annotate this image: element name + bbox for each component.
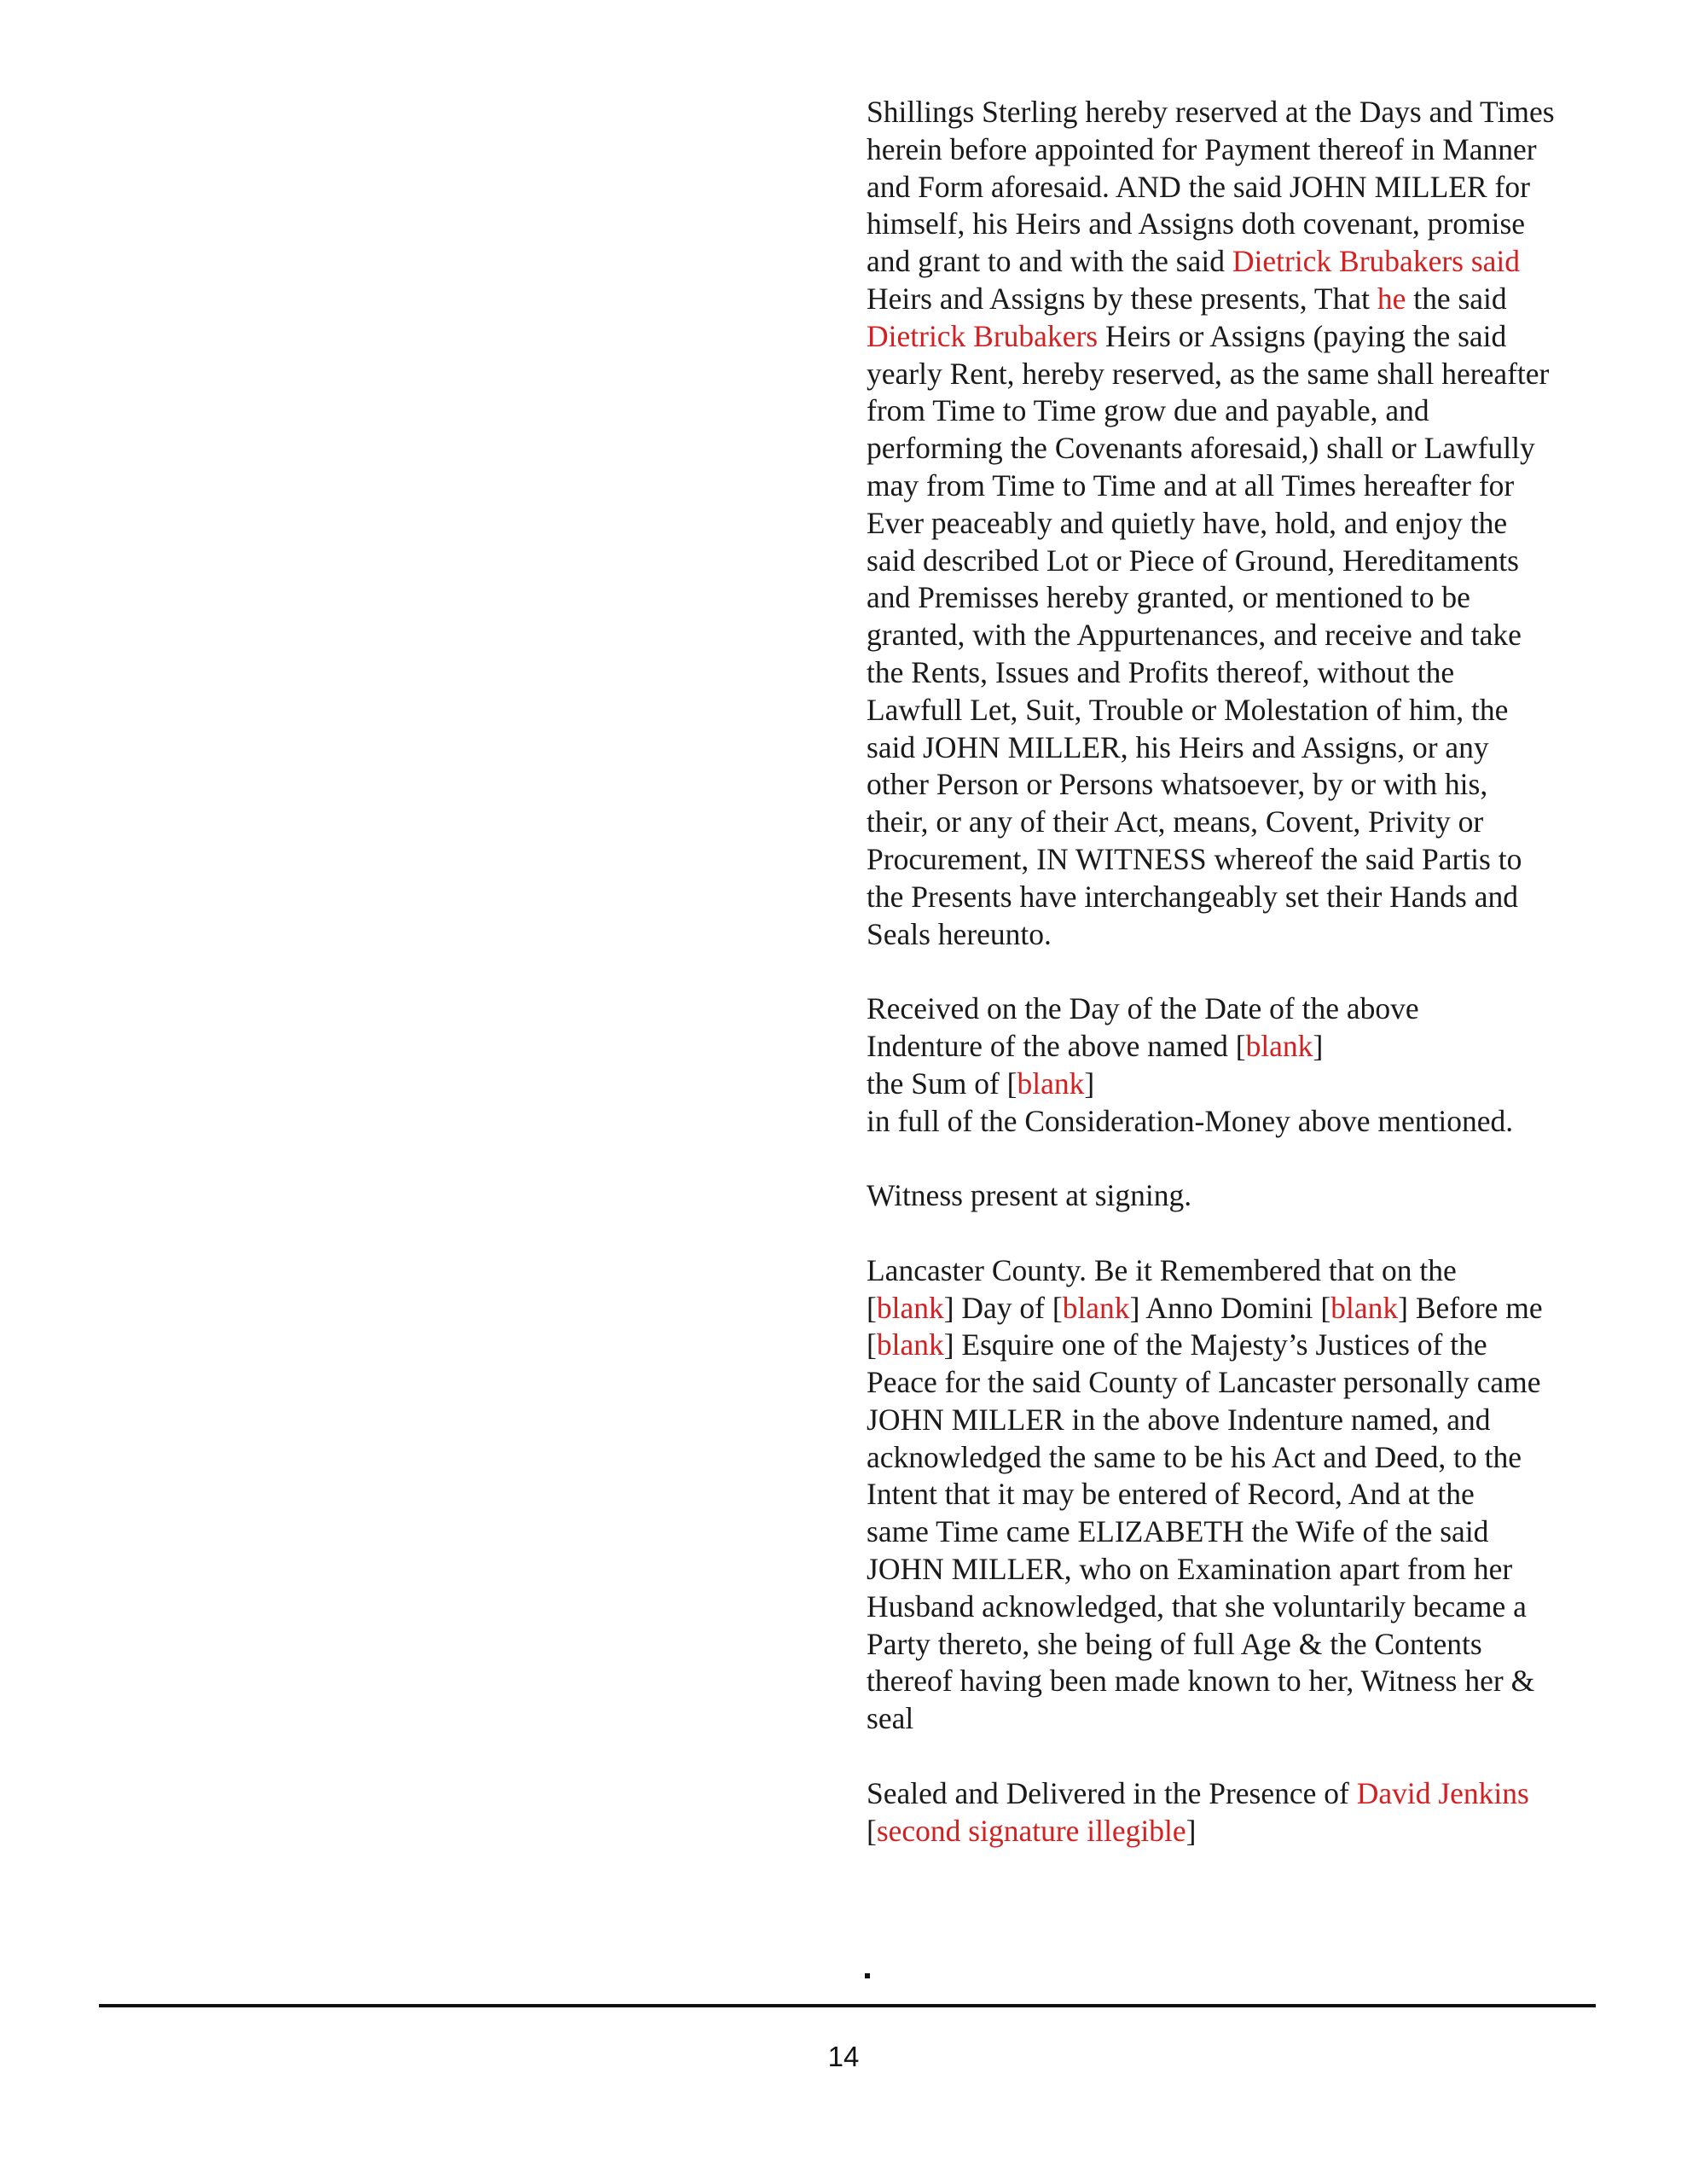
document-text-segment: [	[867, 1327, 877, 1362]
document-text-segment: JOHN MILLER in the above Indenture named, and	[867, 1402, 1491, 1437]
text-line	[867, 543, 1634, 580]
annotation-text: blank	[1330, 1290, 1399, 1325]
document-text-segment: the said	[1406, 281, 1507, 316]
text-line	[867, 1327, 1634, 1364]
document-text-segment: from Time to Time grow due and payable, and	[867, 393, 1429, 428]
text-line	[867, 729, 1634, 767]
document-text-segment: ]	[1186, 1813, 1197, 1848]
document-text-segment: Husband acknowledged, that she voluntarily became a	[867, 1589, 1527, 1623]
document-text-segment: ]	[1084, 1066, 1095, 1101]
text-line	[867, 766, 1634, 804]
document-text-segment: Received on the Day of the Date of the above	[867, 991, 1419, 1026]
text-line	[867, 1626, 1634, 1664]
document-text-segment: Peace for the said County of Lancaster personally came	[867, 1365, 1541, 1400]
document-text-segment: the Presents have interchangeably set their Hands and	[867, 879, 1518, 914]
text-line	[867, 131, 1634, 169]
paragraph	[867, 1775, 1634, 1850]
text-line	[867, 430, 1634, 468]
annotation-text: blank	[876, 1327, 944, 1362]
document-text-segment: Indenture of the above named [	[867, 1028, 1246, 1063]
text-line	[867, 243, 1634, 281]
document-text-segment: ] Anno Domini [	[1129, 1290, 1331, 1325]
annotation-text: blank	[1017, 1066, 1085, 1101]
text-line	[867, 916, 1634, 954]
text-line	[867, 579, 1634, 617]
document-text-segment: the Rents, Issues and Profits thereof, without the	[867, 654, 1455, 689]
document-text-segment: and Form aforesaid. AND the said JOHN MILLER for	[867, 169, 1530, 204]
document-text-segment: may from Time to Time and at all Times hereafter for	[867, 468, 1515, 502]
paragraph	[867, 1252, 1634, 1738]
text-line	[867, 804, 1634, 841]
document-text-segment: and grant to and with the said	[867, 244, 1232, 279]
text-line	[867, 1813, 1634, 1850]
document-text-segment: other Person or Persons whatsoever, by or with his,	[867, 767, 1488, 802]
document-text-segment: ] Esquire one of the Majesty’s Justices of the	[943, 1327, 1487, 1362]
text-line	[867, 841, 1634, 879]
document-text-segment: Party thereto, she being of full Age & the Contents	[867, 1626, 1482, 1661]
text-line	[867, 1028, 1634, 1066]
document-text-segment: said described Lot or Piece of Ground, Hereditaments	[867, 543, 1519, 578]
text-line	[867, 1252, 1634, 1290]
document-text-segment: same Time came ELIZABETH the Wife of the said	[867, 1514, 1489, 1549]
text-line	[867, 1439, 1634, 1477]
text-line	[867, 505, 1634, 543]
text-line	[867, 94, 1634, 131]
text-line	[867, 392, 1634, 430]
text-line	[867, 1663, 1634, 1700]
annotation-text: blank	[1062, 1290, 1130, 1325]
document-text-segment: ] Before me	[1398, 1290, 1543, 1325]
text-line	[867, 169, 1634, 206]
document-text-segment: Witness present at signing.	[867, 1178, 1192, 1213]
stray-mark	[865, 1973, 870, 1978]
document-text-segment: seal	[867, 1701, 914, 1736]
document-text-segment: [	[867, 1290, 877, 1325]
text-line	[867, 1290, 1634, 1327]
document-text	[867, 94, 1634, 1887]
annotation-text: David Jenkins	[1356, 1775, 1529, 1810]
document-text-segment: Intent that it may be entered of Record, And at the	[867, 1477, 1475, 1512]
footer-rule	[99, 2004, 1596, 2007]
document-text-segment: Procurement, IN WITNESS whereof the said Partis to	[867, 841, 1522, 876]
document-text-segment: acknowledged the same to be his Act and Deed, to the	[867, 1439, 1522, 1474]
document-text-segment: ]	[1313, 1028, 1324, 1063]
document-text-segment: their, or any of their Act, means, Covent, Privity or	[867, 804, 1484, 839]
document-text-segment: herein before appointed for Payment thereof in Manner	[867, 131, 1537, 166]
document-text-segment: performing the Covenants aforesaid,) shall or Lawfully	[867, 431, 1535, 466]
text-line	[867, 990, 1634, 1028]
document-text-segment: granted, with the Appurtenances, and receive and take	[867, 618, 1522, 653]
text-line	[867, 879, 1634, 916]
text-line	[867, 1177, 1634, 1215]
document-text-segment: Seals hereunto.	[867, 916, 1052, 951]
document-text-segment: Shillings Sterling hereby reserved at the Days and Times	[867, 95, 1555, 129]
text-line	[867, 1775, 1634, 1813]
text-line	[867, 468, 1634, 505]
document-text-segment: ] Day of [	[943, 1290, 1063, 1325]
text-line	[867, 1700, 1634, 1738]
text-line	[867, 318, 1634, 356]
annotation-text: he	[1377, 281, 1406, 316]
document-text-segment: [	[867, 1813, 877, 1848]
document-text-segment: and Premisses hereby granted, or mentioned to be	[867, 580, 1470, 615]
document-text-segment: the Sum of [	[867, 1066, 1017, 1101]
text-line	[867, 1513, 1634, 1551]
paragraph	[867, 1177, 1634, 1215]
text-line	[867, 1364, 1634, 1402]
text-line	[867, 281, 1634, 318]
document-text-segment: Heirs and Assigns by these presents, That	[867, 281, 1377, 316]
text-line	[867, 1402, 1634, 1439]
document-text-segment: JOHN MILLER, who on Examination apart from her	[867, 1552, 1513, 1587]
annotation-text: Dietrick Brubakers	[867, 318, 1099, 353]
text-line	[867, 206, 1634, 243]
annotation-text: Dietrick Brubakers said	[1232, 244, 1521, 279]
document-text-segment: yearly Rent, hereby reserved, as the same shall hereafter	[867, 356, 1550, 391]
text-line	[867, 617, 1634, 654]
text-line	[867, 356, 1634, 393]
annotation-text: blank	[876, 1290, 944, 1325]
document-text-segment: said JOHN MILLER, his Heirs and Assigns, or any	[867, 729, 1489, 764]
text-line	[867, 1551, 1634, 1589]
paragraph	[867, 94, 1634, 953]
document-text-segment: Ever peaceably and quietly have, hold, and enjoy the	[867, 505, 1508, 540]
document-text-segment: thereof having been made known to her, Witness her &	[867, 1664, 1535, 1699]
text-line	[867, 692, 1634, 729]
text-line	[867, 1066, 1634, 1103]
paragraph	[867, 990, 1634, 1140]
document-text-segment: in full of the Consideration-Money above mentioned.	[867, 1103, 1514, 1138]
text-line	[867, 654, 1634, 692]
page-number: 14	[827, 2041, 860, 2072]
text-line	[867, 1589, 1634, 1626]
annotation-text: second signature illegible	[876, 1813, 1186, 1848]
document-text-segment: Sealed and Delivered in the Presence of	[867, 1775, 1357, 1810]
document-text-segment: Lawfull Let, Suit, Trouble or Molestation of him, the	[867, 692, 1509, 727]
text-line	[867, 1476, 1634, 1513]
text-line	[867, 1103, 1634, 1141]
document-text-segment: himself, his Heirs and Assigns doth covenant, promise	[867, 206, 1526, 241]
annotation-text: blank	[1245, 1028, 1313, 1063]
document-text-segment: Lancaster County. Be it Remembered that on the	[867, 1252, 1457, 1287]
document-text-segment: Heirs or Assigns (paying the said	[1098, 318, 1507, 353]
